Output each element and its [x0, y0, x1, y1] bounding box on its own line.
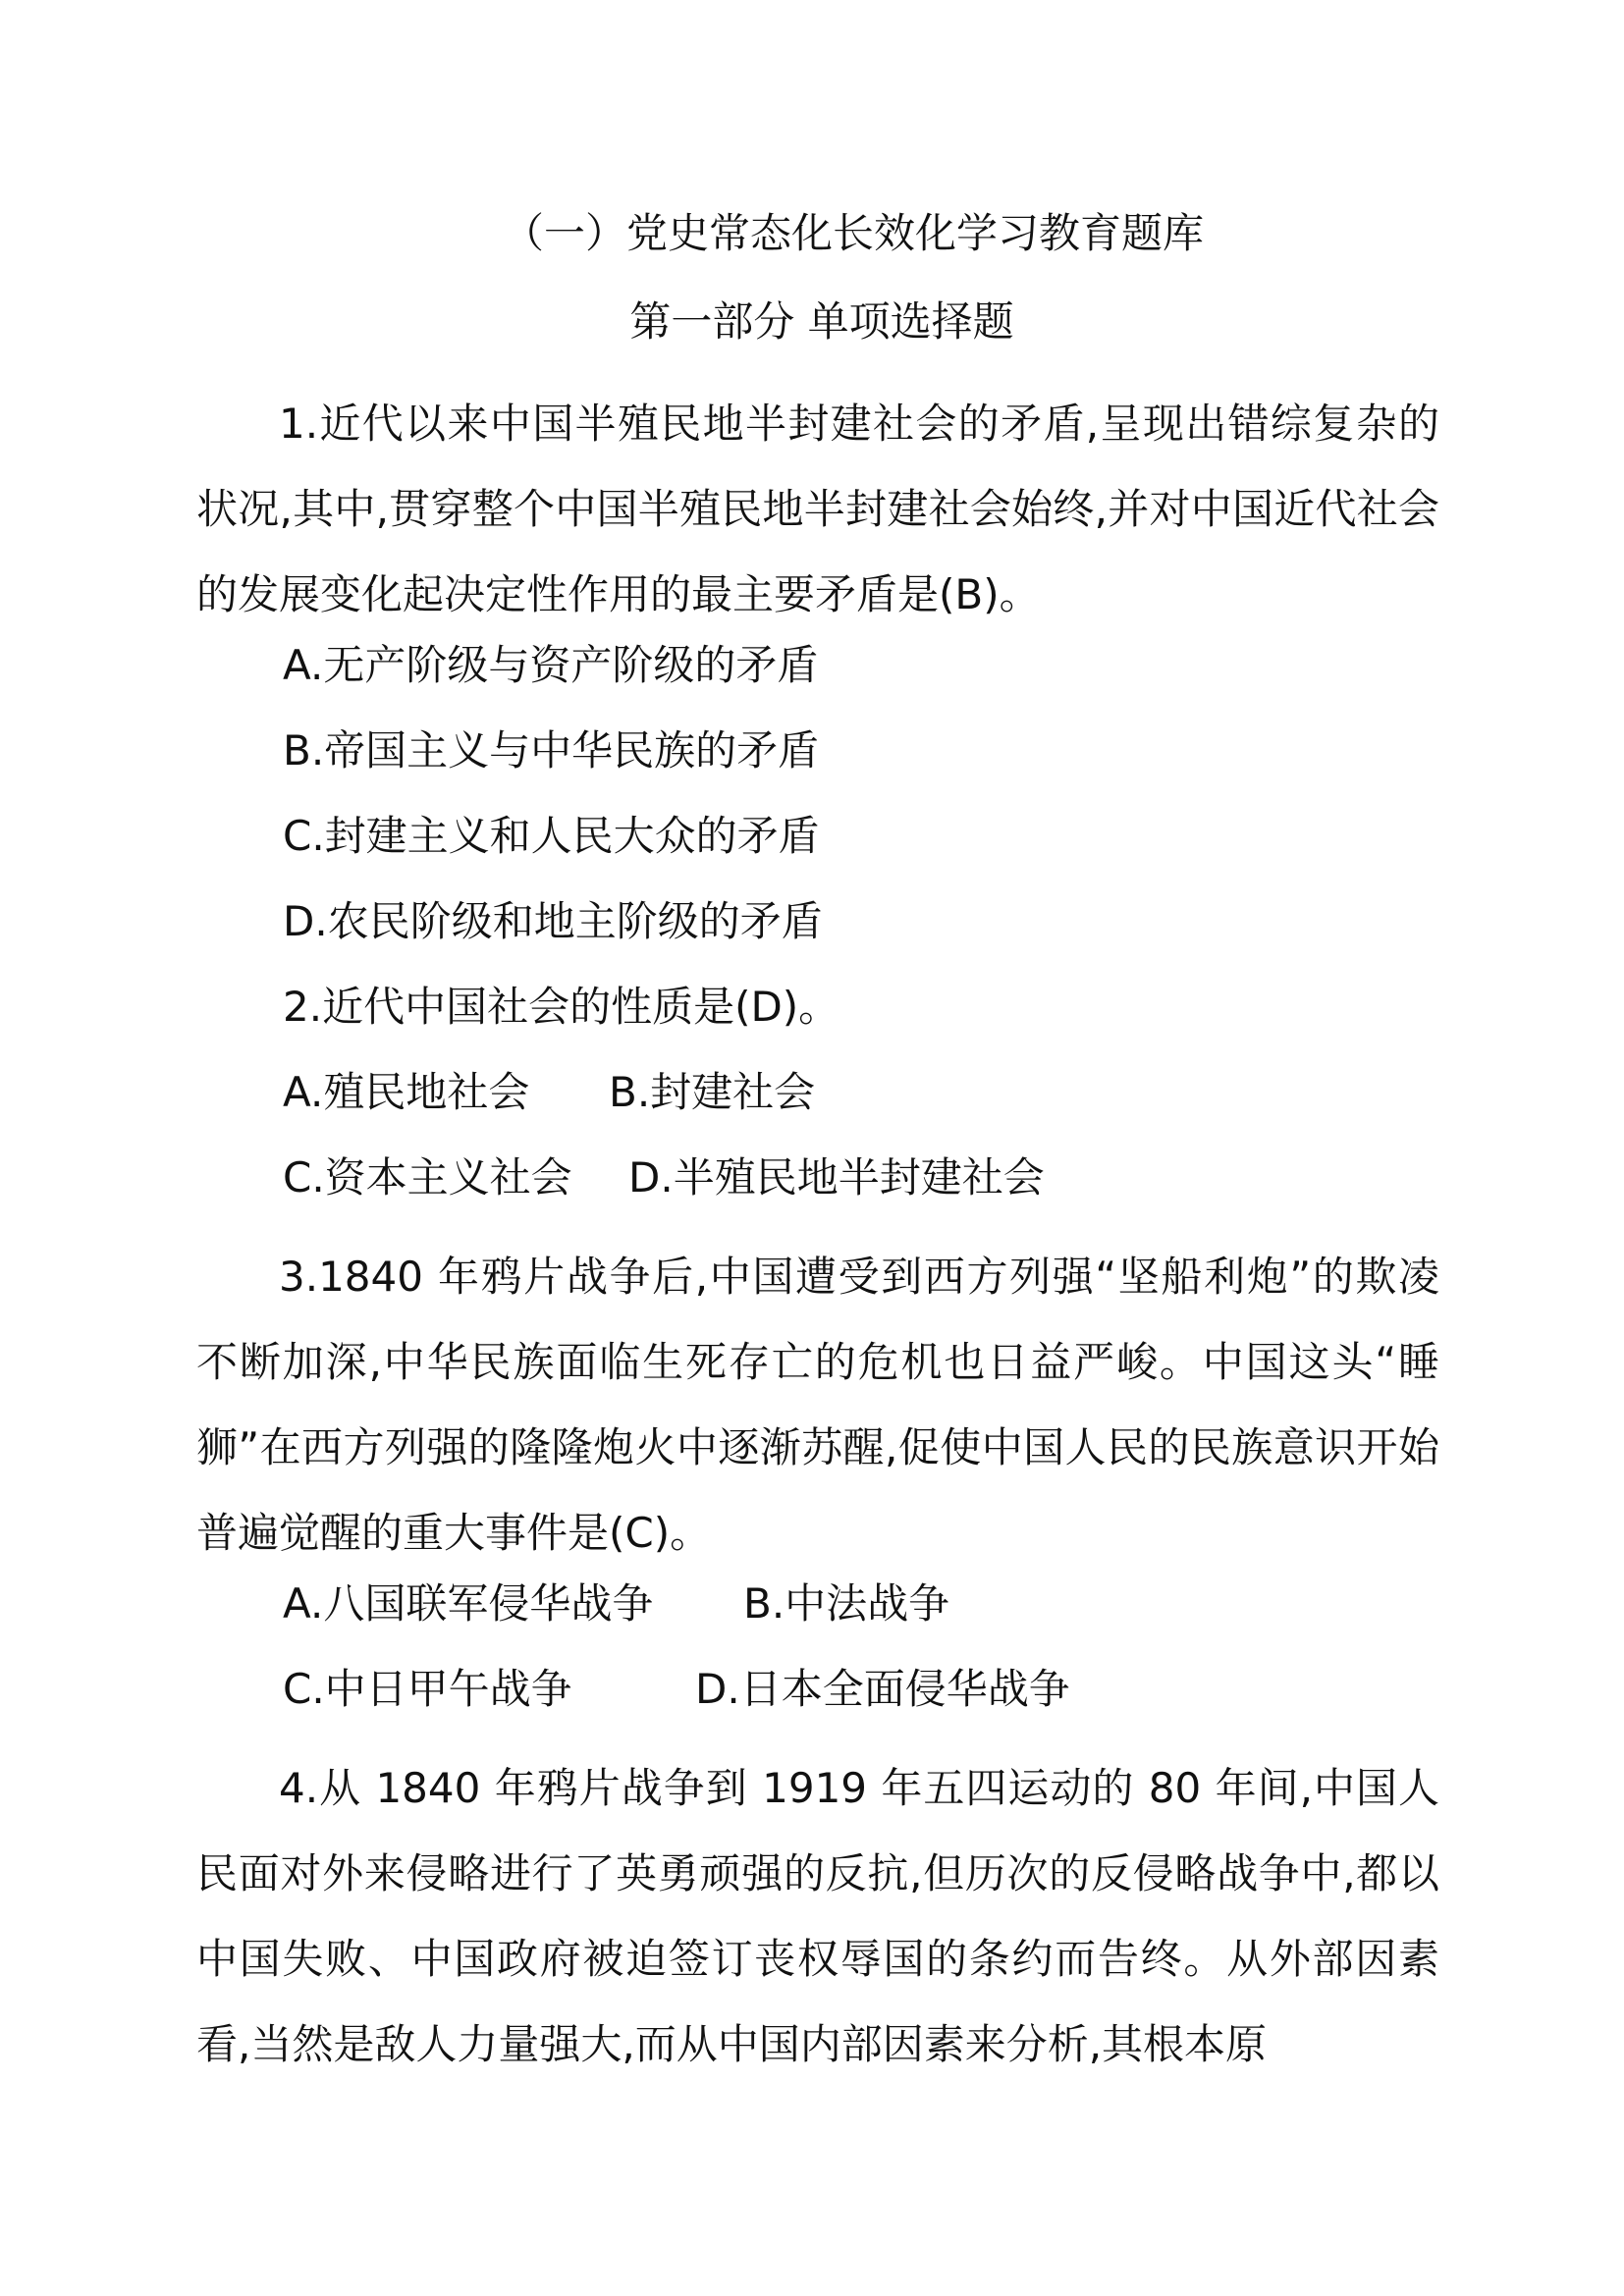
question-1-stem: 1.近代以来中国半殖民地半封建社会的矛盾,呈现出错综复杂的状况,其中,贯穿整个中国半殖民地半封建社会始终,并对中国近代社会的发展变化起决定性作用的最主要矛盾是(B)。 — [196, 400, 1439, 618]
question-3-option-b: B.中法战争 — [743, 1579, 950, 1628]
question-2-option-a: A.殖民地社会 — [283, 1068, 530, 1116]
question-3-stem: 3.1840 年鸦片战争后,中国遭受到西方列强“坚船利炮”的欺凌不断加深,中华民族面临生死存亡的危机也日益严峻。中国这头“睡狮”在西方列强的隆隆炮火中逐渐苏醒,促使中国人民的民族意识开始普遍觉醒的重大事件是(C)。 — [196, 1253, 1439, 1557]
question-2-option-b: B.封建社会 — [609, 1068, 816, 1116]
document-title: （一）党史常态化长效化学习教育题库 — [502, 209, 1204, 257]
question-3-option-d: D.日本全面侵华战争 — [695, 1665, 1070, 1713]
question-2-option-d: D.半殖民地半封建社会 — [628, 1153, 1045, 1201]
question-1-option-d: D.农民阶级和地主阶级的矛盾 — [283, 897, 823, 945]
question-3-option-c: C.中日甲午战争 — [283, 1665, 572, 1713]
question-2-stem: 2.近代中国社会的性质是(D)。 — [283, 983, 840, 1031]
question-3-option-a: A.八国联军侵华战争 — [283, 1579, 654, 1628]
question-1-option-a: A.无产阶级与资产阶级的矛盾 — [283, 641, 819, 689]
question-4-stem: 4.从 1840 年鸦片战争到 1919 年五四运动的 80 年间,中国人民面对外来侵略进行了英勇顽强的反抗,但历次的反侵略战争中,都以中国失败、中国政府被迫签订丧权辱国的条约而告终。从外部因素看,当然是敌人力量强大,而从中国内部因素来分析,其根本原 — [196, 1764, 1439, 2068]
section-heading: 第一部分 单项选择题 — [629, 297, 1014, 346]
question-1-option-c: C.封建主义和人民大众的矛盾 — [283, 812, 820, 860]
question-2-option-c: C.资本主义社会 — [283, 1153, 572, 1201]
question-1-option-b: B.帝国主义与中华民族的矛盾 — [283, 726, 820, 774]
